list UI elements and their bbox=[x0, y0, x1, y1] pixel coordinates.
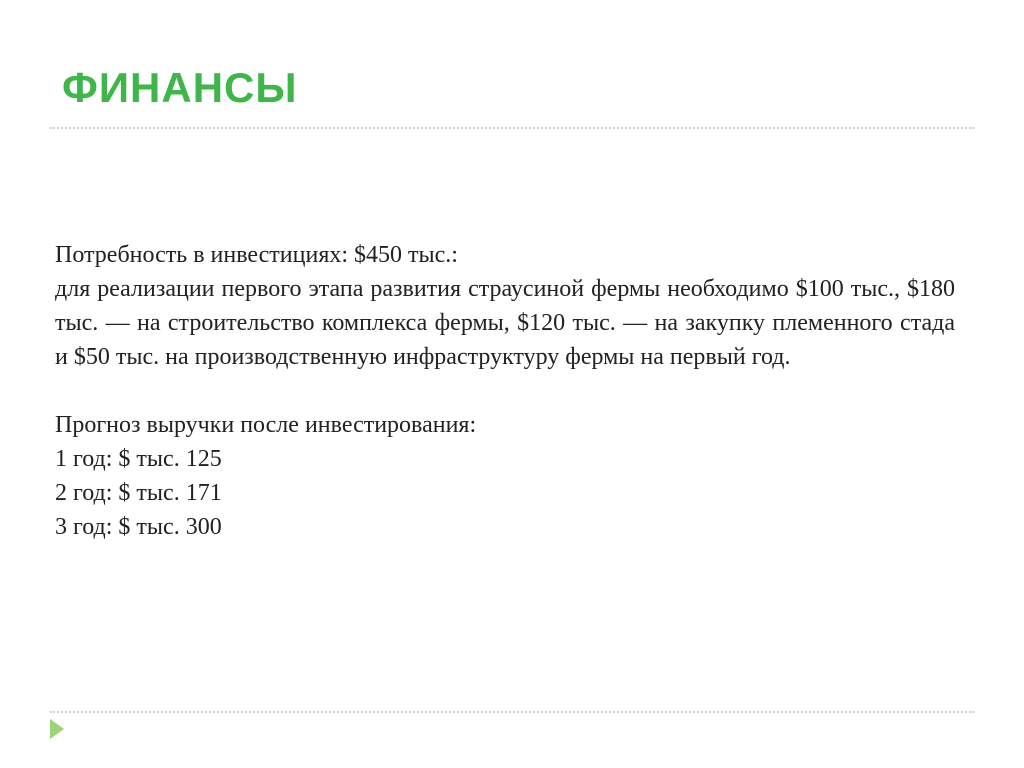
forecast-heading: Прогноз выручки после инвестирования: bbox=[55, 412, 477, 438]
forecast-item-year-1: 1 год: $ тыс. 125 bbox=[55, 446, 222, 472]
triangle-right-icon[interactable] bbox=[50, 719, 64, 739]
footer-divider bbox=[50, 711, 974, 713]
paragraph-gap bbox=[55, 374, 955, 408]
slide-content bbox=[55, 238, 955, 544]
investment-heading: Потребность в инвестициях: $450 тыс.: bbox=[55, 242, 458, 268]
forecast-item-year-3: 3 год: $ тыс. 300 bbox=[55, 514, 222, 540]
investment-details: для реализации первого этапа развития страусиной фермы необходимо $100 тыс., $180 тыс. — на строительство комплекса фермы, $120 тыс. — на закупку племенного стада и $50 тыс. на производственную инфраструктуру фермы на первый год. bbox=[55, 276, 955, 370]
title-divider bbox=[50, 127, 974, 129]
slide-title: ФИНАНСЫ bbox=[62, 64, 298, 111]
forecast-item-year-2: 2 год: $ тыс. 171 bbox=[55, 480, 222, 506]
